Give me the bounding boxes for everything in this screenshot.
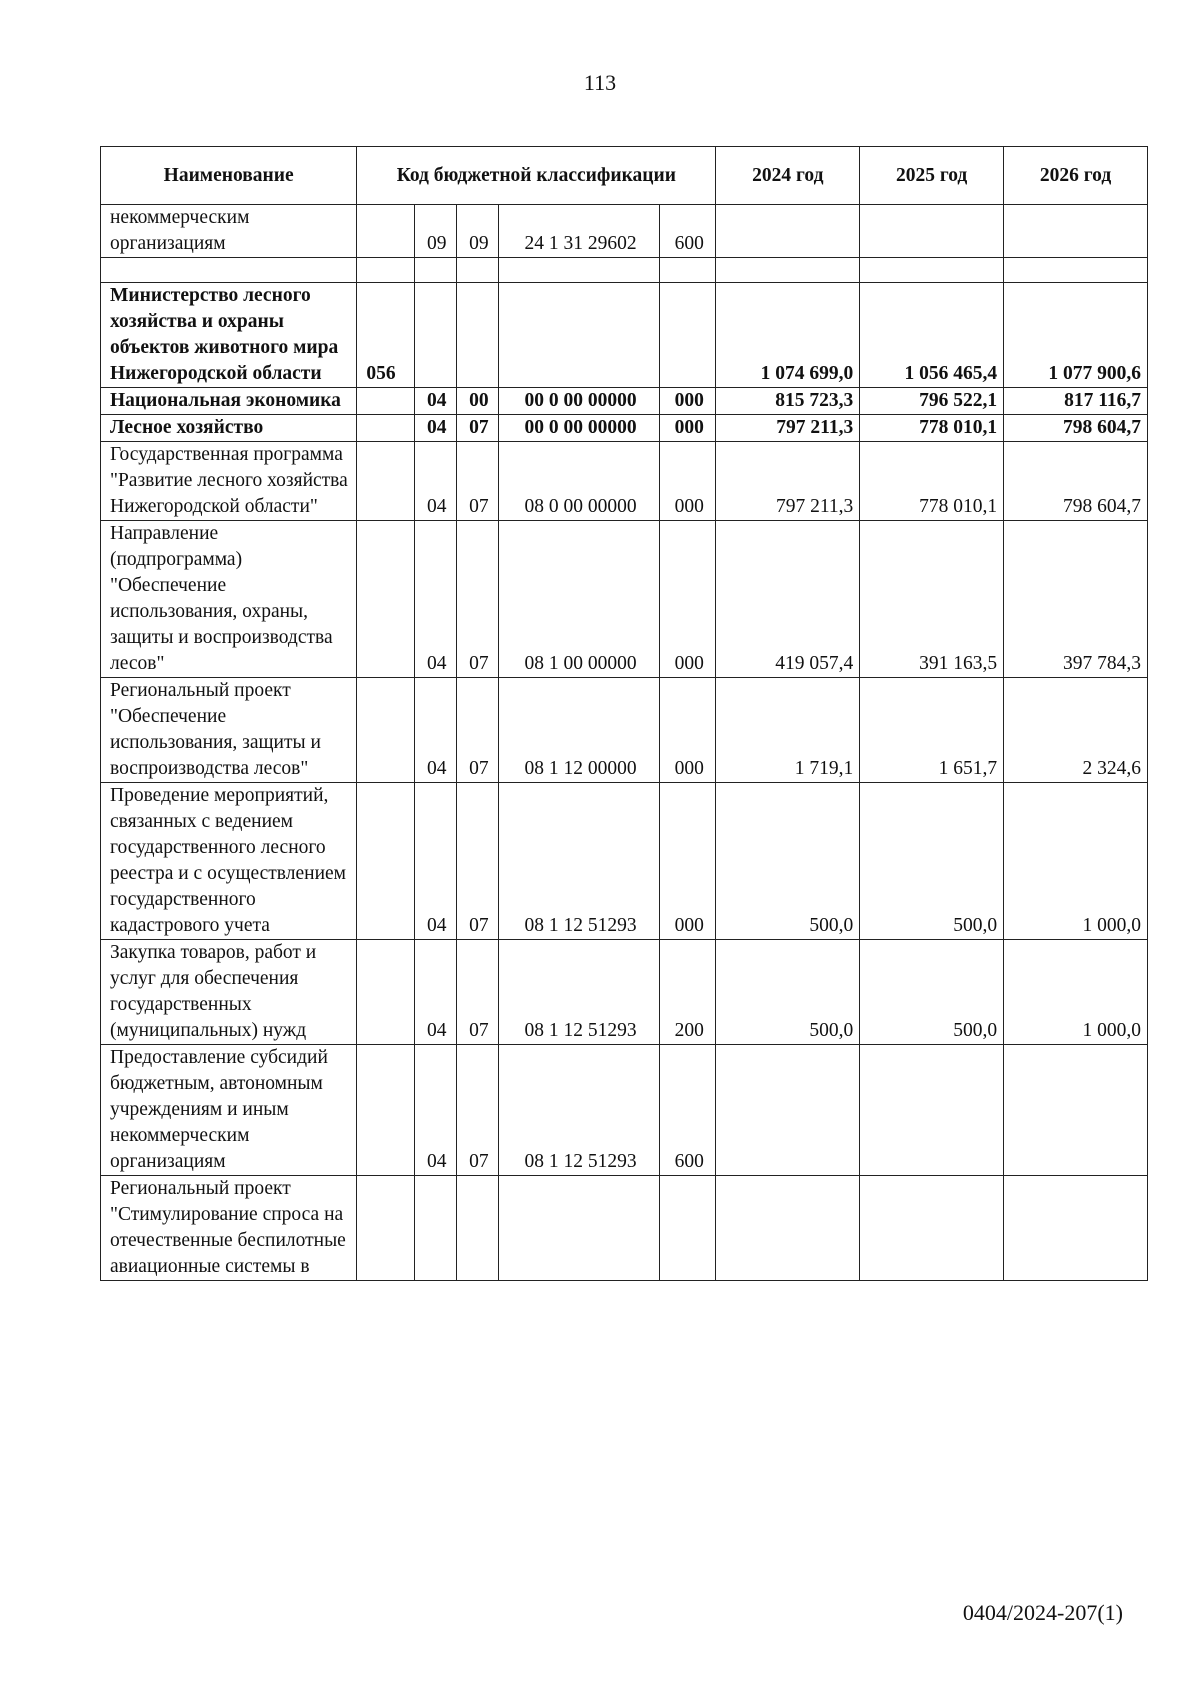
row-target-code: 00 0 00 00000: [498, 415, 659, 442]
row-name: Государственная программа "Развитие лесного хозяйства Нижегородской области": [101, 442, 357, 521]
row-subsection: 09: [456, 205, 498, 258]
row-subsection: 07: [456, 678, 498, 783]
row-value-2024: 419 057,4: [716, 521, 860, 678]
row-subsection: 00: [456, 388, 498, 415]
row-section: 04: [414, 442, 456, 521]
row-value-2024: 797 211,3: [716, 415, 860, 442]
budget-table: [100, 146, 1148, 1281]
header-2024: 2024 год: [716, 147, 860, 205]
row-expense-type: [660, 1176, 716, 1281]
row-value-2026: [1004, 1176, 1148, 1281]
row-value-2025: 778 010,1: [860, 415, 1004, 442]
row-value-2024: [716, 258, 860, 283]
row-section: 04: [414, 415, 456, 442]
row-target-code: 08 1 12 51293: [498, 783, 659, 940]
row-value-2025: 1 056 465,4: [860, 283, 1004, 388]
row-section: [414, 1176, 456, 1281]
row-admin-code: [357, 521, 414, 678]
row-value-2025: 391 163,5: [860, 521, 1004, 678]
row-name: Предоставление субсидий бюджетным, автономным учреждениям и иным некоммерческим организациям: [101, 1045, 357, 1176]
row-value-2024: 500,0: [716, 940, 860, 1045]
row-name: Лесное хозяйство: [101, 415, 357, 442]
row-expense-type: 600: [660, 1045, 716, 1176]
row-section: 04: [414, 678, 456, 783]
header-code: Код бюджетной классификации: [357, 147, 716, 205]
row-admin-code: [357, 258, 414, 283]
row-target-code: 24 1 31 29602: [498, 205, 659, 258]
row-value-2026: 1 000,0: [1004, 940, 1148, 1045]
row-value-2025: [860, 1045, 1004, 1176]
row-subsection: 07: [456, 1045, 498, 1176]
row-target-code: 08 0 00 00000: [498, 442, 659, 521]
row-value-2024: [716, 1176, 860, 1281]
row-value-2024: 1 719,1: [716, 678, 860, 783]
row-expense-type: [660, 283, 716, 388]
row-expense-type: 000: [660, 678, 716, 783]
row-subsection: 07: [456, 415, 498, 442]
row-name: [101, 258, 357, 283]
row-subsection: 07: [456, 940, 498, 1045]
row-value-2026: [1004, 1045, 1148, 1176]
row-expense-type: 000: [660, 388, 716, 415]
row-section: 04: [414, 1045, 456, 1176]
table-row: [101, 1045, 1148, 1176]
table-row: [101, 1176, 1148, 1281]
row-value-2025: 500,0: [860, 940, 1004, 1045]
row-expense-type: 000: [660, 521, 716, 678]
row-value-2026: 798 604,7: [1004, 415, 1148, 442]
row-name: Региональный проект "Обеспечение использования, защиты и воспроизводства лесов": [101, 678, 357, 783]
row-expense-type: 200: [660, 940, 716, 1045]
row-value-2024: [716, 205, 860, 258]
row-target-code: 08 1 12 51293: [498, 1045, 659, 1176]
table-row: [101, 678, 1148, 783]
row-value-2024: 797 211,3: [716, 442, 860, 521]
row-value-2025: [860, 258, 1004, 283]
row-subsection: 07: [456, 783, 498, 940]
document-code: 0404/2024-207(1): [962, 1600, 1123, 1625]
row-value-2025: [860, 205, 1004, 258]
row-admin-code: [357, 1176, 414, 1281]
table-row: [101, 415, 1148, 442]
row-expense-type: 000: [660, 442, 716, 521]
header-2026: 2026 год: [1004, 147, 1148, 205]
header-name: Наименование: [101, 147, 357, 205]
row-value-2026: 1 077 900,6: [1004, 283, 1148, 388]
table-row: [101, 283, 1148, 388]
row-section: 04: [414, 783, 456, 940]
row-value-2025: 778 010,1: [860, 442, 1004, 521]
row-section: 04: [414, 521, 456, 678]
table-row: [101, 783, 1148, 940]
row-name: Региональный проект "Стимулирование спроса на отечественные беспилотные авиационные системы в: [101, 1176, 357, 1281]
row-target-code: [498, 283, 659, 388]
row-target-code: 00 0 00 00000: [498, 388, 659, 415]
row-name: Министерство лесного хозяйства и охраны объектов животного мира Нижегородской области: [101, 283, 357, 388]
row-subsection: 07: [456, 521, 498, 678]
row-expense-type: 000: [660, 415, 716, 442]
header-2025: 2025 год: [860, 147, 1004, 205]
row-value-2024: [716, 1045, 860, 1176]
row-admin-code: [357, 783, 414, 940]
row-value-2024: 1 074 699,0: [716, 283, 860, 388]
table-row: [101, 521, 1148, 678]
row-value-2026: 817 116,7: [1004, 388, 1148, 415]
row-subsection: 07: [456, 442, 498, 521]
row-value-2026: [1004, 205, 1148, 258]
row-value-2026: 397 784,3: [1004, 521, 1148, 678]
row-target-code: 08 1 12 51293: [498, 940, 659, 1045]
row-section: 04: [414, 388, 456, 415]
row-value-2026: [1004, 258, 1148, 283]
row-name: Направление (подпрограмма) "Обеспечение использования, охраны, защиты и воспроизводства лесов": [101, 521, 357, 678]
row-value-2026: 2 324,6: [1004, 678, 1148, 783]
row-admin-code: [357, 1045, 414, 1176]
row-admin-code: [357, 678, 414, 783]
table-row: [101, 388, 1148, 415]
row-target-code: [498, 258, 659, 283]
row-admin-code: [357, 442, 414, 521]
row-value-2024: 500,0: [716, 783, 860, 940]
row-admin-code: [357, 388, 414, 415]
row-value-2026: 798 604,7: [1004, 442, 1148, 521]
row-admin-code: [357, 940, 414, 1045]
row-name: некоммерческим организациям: [101, 205, 357, 258]
row-expense-type: 600: [660, 205, 716, 258]
row-subsection: [456, 258, 498, 283]
row-name: Национальная экономика: [101, 388, 357, 415]
row-admin-code: [357, 205, 414, 258]
row-target-code: 08 1 12 00000: [498, 678, 659, 783]
row-target-code: [498, 1176, 659, 1281]
row-expense-type: 000: [660, 783, 716, 940]
table-row: [101, 940, 1148, 1045]
row-value-2024: 815 723,3: [716, 388, 860, 415]
row-section: [414, 258, 456, 283]
row-expense-type: [660, 258, 716, 283]
row-name: Проведение мероприятий, связанных с ведением государственного лесного реестра и с осуществлением государственного кадастрового учета: [101, 783, 357, 940]
table-header-row: [101, 147, 1148, 205]
row-name: Закупка товаров, работ и услуг для обеспечения государственных (муниципальных) нужд: [101, 940, 357, 1045]
row-section: 04: [414, 940, 456, 1045]
row-value-2025: 500,0: [860, 783, 1004, 940]
row-section: 09: [414, 205, 456, 258]
table-row: [101, 442, 1148, 521]
page-number: 113: [583, 70, 617, 95]
row-admin-code: [357, 415, 414, 442]
row-value-2025: 1 651,7: [860, 678, 1004, 783]
row-subsection: [456, 283, 498, 388]
row-value-2025: 796 522,1: [860, 388, 1004, 415]
row-section: [414, 283, 456, 388]
row-value-2026: 1 000,0: [1004, 783, 1148, 940]
table-row: [101, 258, 1148, 283]
table-row: [101, 205, 1148, 258]
row-value-2025: [860, 1176, 1004, 1281]
row-target-code: 08 1 00 00000: [498, 521, 659, 678]
row-subsection: [456, 1176, 498, 1281]
row-admin-code: 056: [357, 283, 414, 388]
